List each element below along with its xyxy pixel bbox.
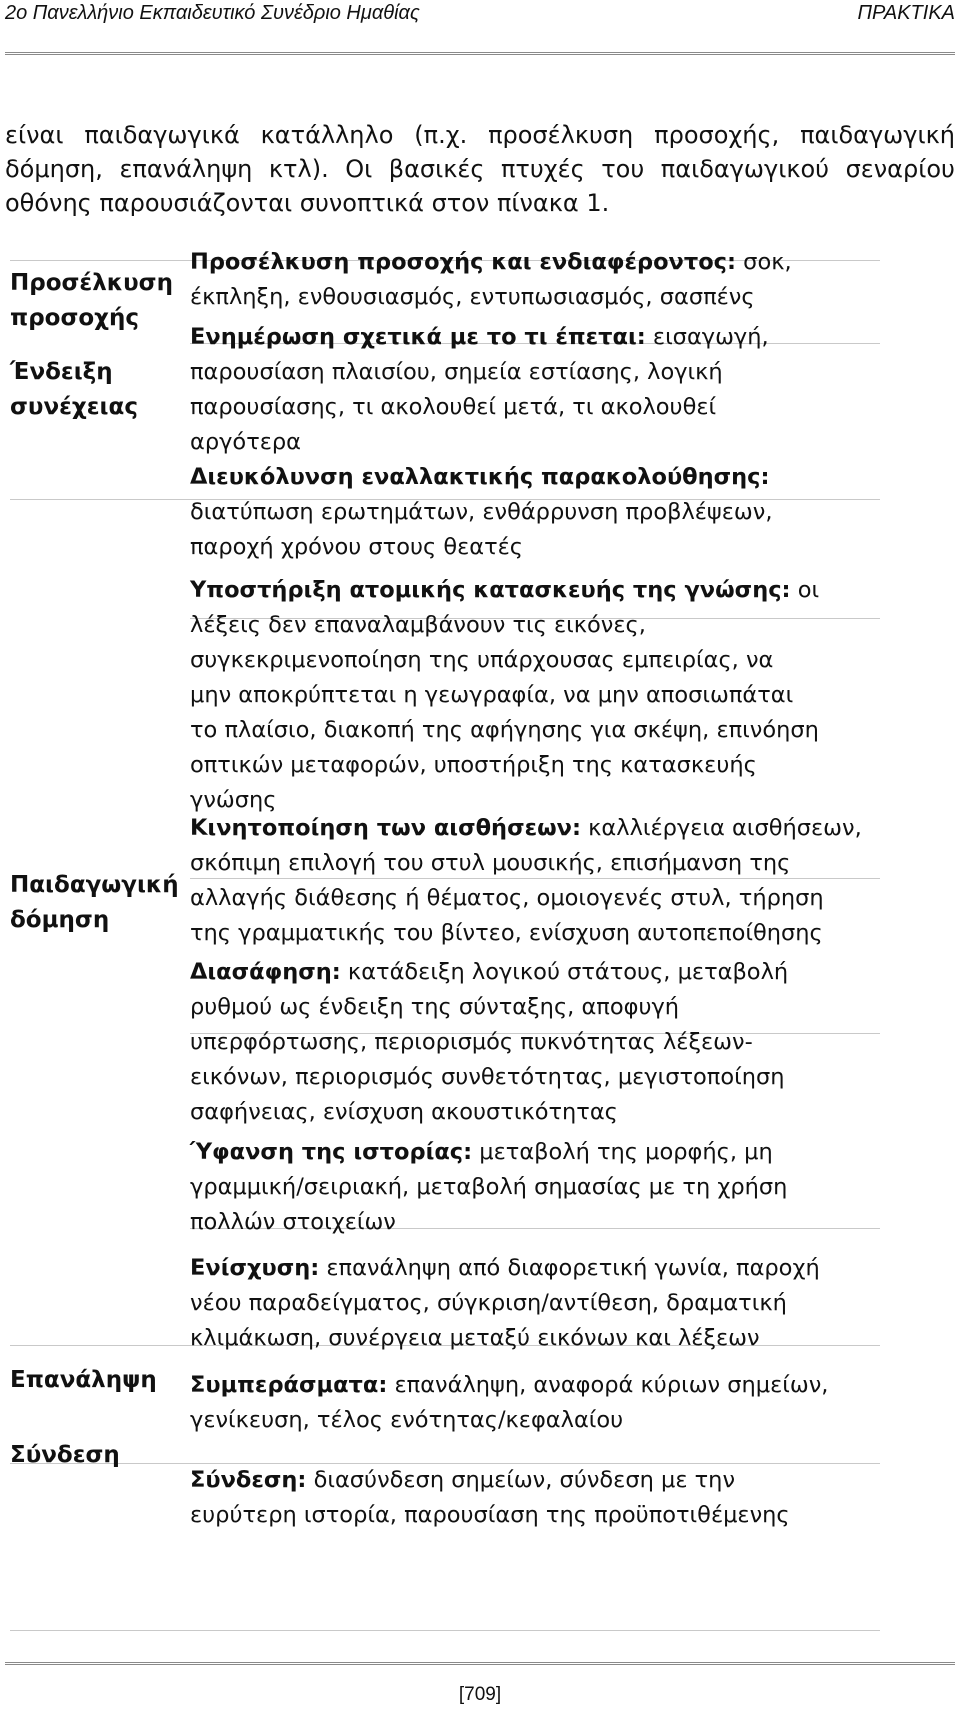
intro-word: σεναρίου [845,155,955,183]
category-line: Επανάληψη [10,1367,157,1393]
cell-text: καλλιέργεια αισθήσεων, [581,815,862,841]
header-divider [5,52,955,55]
cell-text: γενίκευση, τέλος ενότητας/κεφαλαίου [190,1407,624,1433]
cell-text: κατάδειξη λογικού στάτους, μεταβολή [340,959,789,985]
footer-divider [5,1662,955,1665]
category-connection [10,1438,120,1473]
category-line: Σύνδεση [10,1442,120,1468]
cell-term: Σύνδεση: [190,1467,307,1493]
table-cell-clarification [190,955,880,1130]
category-repetition [10,1363,157,1398]
intro-word: (π.χ. [414,121,468,149]
cell-text: πολλών στοιχείων [190,1209,396,1235]
cell-text: λέξεις δεν επαναλαμβάνουν τις εικόνες, [190,612,646,638]
cell-text: νέου παραδείγματος, σύγκριση/αντίθεση, δραματική [190,1290,787,1316]
cell-text: ρυθμού ως ένδειξη της σύνταξης, αποφυγή [190,994,680,1020]
table-cell-alt-viewing [190,460,880,565]
cell-text: διασύνδεση σημείων, σύνδεση με την [306,1467,736,1493]
conference-title: 2ο Πανελλήνιο Εκπαιδευτικό Συνέδριο Ημαθίας [5,2,420,24]
intro-word: προσέλκυση [488,121,634,149]
cell-text: μεταβολή της μορφής, μη [472,1139,773,1165]
category-continuity [10,355,138,425]
table-cell-attention [190,245,880,315]
cell-text: επανάληψη, αναφορά κύριων σημείων, [387,1372,829,1398]
intro-paragraph [5,118,955,220]
cell-text: εισαγωγή, [645,324,769,350]
cell-term: Ύφανση της ιστορίας: [190,1139,473,1165]
intro-word: είναι [5,121,64,149]
cell-text: παροχή χρόνου στους θεατές [190,534,524,560]
category-pedagogical-structuring [10,868,179,938]
intro-word: παιδαγωγική [800,121,955,149]
cell-text: κλιμάκωση, συνέργεια μεταξύ εικόνων και λέξεων [190,1325,760,1351]
category-line: δόμηση [10,907,110,933]
cell-text: αλλαγής διάθεσης ή θέματος, ομοιογενές στυλ, τήρηση [190,885,824,911]
cell-text: το πλαίσιο, διακοπή της αφήγησης για σκέψη, επινόηση [190,717,819,743]
intro-word: παιδαγωγικά [84,121,240,149]
cell-text: της γραμματικής του βίντεο, ενίσχυση αυτοπεποίθησης [190,920,823,946]
table-cell-senses [190,811,880,951]
intro-word: πτυχές [500,155,585,183]
table-cell-knowledge-construction [190,573,880,818]
cell-text: παρουσίασης, τι ακολουθεί μετά, τι ακολουθεί [190,394,717,420]
intro-line-3: οθόνης παρουσιάζονται συνοπτικά στον πίνακα 1. [5,189,610,217]
intro-word: επανάληψη [119,155,253,183]
table-cell-conclusions [190,1368,880,1438]
table-cell-what-follows [190,320,880,460]
cell-term: Διασάφηση: [190,959,341,985]
category-line: Ένδειξη [10,359,113,385]
intro-word: κατάλληλο [260,121,394,149]
page-header [0,0,960,52]
cell-text: έκπληξη, ενθουσιασμός, εντυπωσιασμός, σασπένς [190,284,755,310]
category-line: συνέχειας [10,394,138,420]
cell-text: επανάληψη από διαφορετική γωνία, παροχή [319,1255,820,1281]
table-cell-reinforcement [190,1251,880,1356]
cell-text: σοκ, [736,249,792,275]
cell-text: αργότερα [190,429,302,455]
intro-word: δόμηση, [5,155,103,183]
proceedings-label: ΠΡΑΚΤΙΚΑ [857,2,955,24]
cell-text: ευρύτερη ιστορία, παρουσίαση της προϋποτιθέμενης [190,1502,790,1528]
category-line: Παιδαγωγική [10,872,179,898]
cell-text: γραμμική/σειριακή, μεταβολή σημασίας με τη χρήση [190,1174,788,1200]
intro-word: του [601,155,645,183]
cell-text: γνώσης [190,787,277,813]
category-attention [10,266,173,336]
category-line: προσοχής [10,305,140,331]
table-cell-story-weaving [190,1135,880,1240]
intro-word: προσοχής, [654,121,780,149]
intro-line-1 [5,118,955,152]
cell-text: υπερφόρτωσης, περιορισμός πυκνότητας λέξεων- [190,1029,753,1055]
cell-text: μην αποκρύπτεται η γεωγραφία, να μην αποσιωπάται [190,682,794,708]
cell-term: Υποστήριξη ατομικής κατασκευής της γνώσης: [190,577,791,603]
cell-text: εικόνων, περιορισμός συνθετότητας, μεγιστοποίηση [190,1064,785,1090]
page-number: [709] [458,1684,502,1705]
cell-text: διατύπωση ερωτημάτων, ενθάρρυνση προβλέψεων, [190,499,773,525]
cell-term: Διευκόλυνση εναλλακτικής παρακολούθησης: [190,464,770,490]
cell-text: σκόπιμη επιλογή του στυλ μουσικής, επισήμανση της [190,850,791,876]
cell-term: Συμπεράσματα: [190,1372,388,1398]
cell-term: Ενημέρωση σχετικά με το τι έπεται: [190,324,646,350]
cell-term: Προσέλκυση προσοχής και ενδιαφέροντος: [190,249,737,275]
cell-text: οπτικών μεταφορών, υποστήριξη της κατασκευής [190,752,757,778]
cell-text: σαφήνειας, ενίσχυση ακουστικότητας [190,1099,618,1125]
cell-text: οι [790,577,820,603]
cell-text: παρουσίαση πλαισίου, σημεία εστίασης, λογική [190,359,723,385]
intro-word: παιδαγωγικού [660,155,830,183]
table-bottom-rule [10,1630,880,1631]
cell-text: συγκεκριμενοποίηση της υπάρχουσας εμπειρίας, να [190,647,774,673]
intro-word: Οι [345,155,373,183]
cell-term: Ενίσχυση: [190,1255,320,1281]
table-cell-connection [190,1463,880,1533]
intro-line-2 [5,152,955,186]
intro-word: βασικές [388,155,485,183]
cell-term: Κινητοποίηση των αισθήσεων: [190,815,582,841]
category-line: Προσέλκυση [10,270,173,296]
intro-word: κτλ). [268,155,329,183]
